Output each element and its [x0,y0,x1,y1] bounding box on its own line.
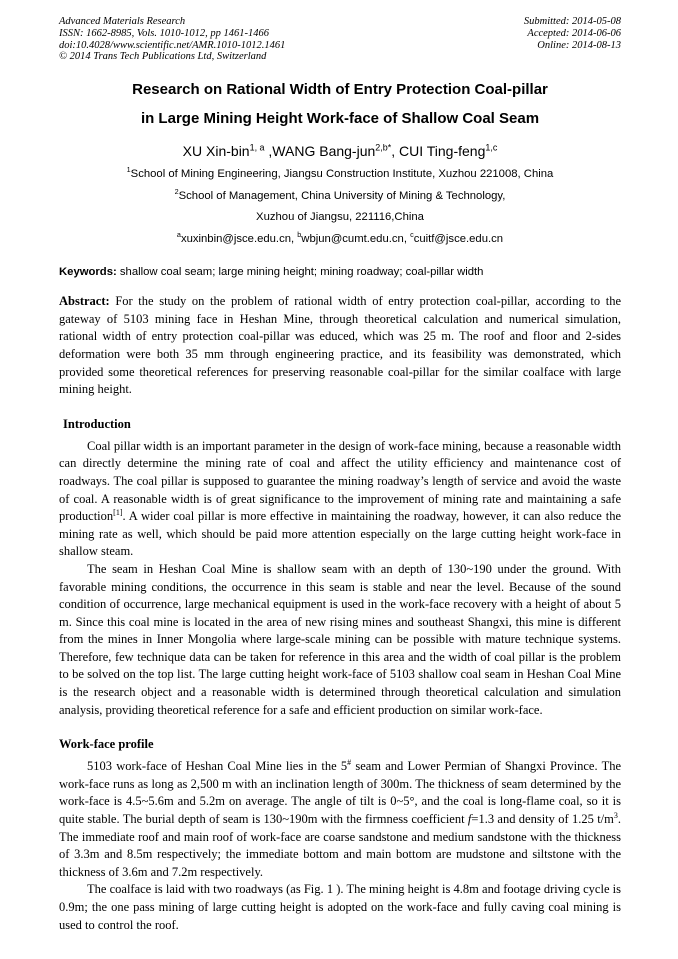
date-online: Online: 2014-08-13 [537,39,621,51]
paper-title [59,75,621,133]
keywords-label: Keywords: [59,266,117,279]
email-superscript-b: b [297,229,302,239]
paper-title-line-1: Research on Rational Width of Entry Protection Coal-pillar [132,81,548,99]
journal-issn-vols: ISSN: 1662-8985, Vols. 1010-1012, pp 1461-1466 [59,27,269,39]
citation-reference-1: [1] [113,507,123,517]
firmness-coefficient-symbol: f [467,812,472,827]
email-superscript-a: a [176,229,181,239]
workface-paragraph-1-end: . The immediate roof and main roof of work-face are coarse sandstone and medium sandstone with the thickness of 3.3m and 8.5m respectively; the immediate bottom and main bottom are mudstone and siltstone with the thickness of 3.6m and 7.2m respectively. [59,812,621,879]
submission-dates-block [524,16,621,51]
authors-line [59,141,621,161]
affiliation-2-city: Xuzhou of Jiangsu, 221116,China [256,211,424,224]
journal-doi: doi:10.4028/www.scientific.net/AMR.1010-1012.1461 [59,39,286,51]
journal-info-block [59,16,285,63]
workface-paragraph-2: The coalface is laid with two roadways (as Fig. 1 ). The mining height is 4.8m and footage driving cycle is 0.9m; the one pass mining of large cutting height is adopted on the work-face and fully caving coal mining is used to control the roof. [59,882,621,932]
author-name-1: XU Xin-bin [182,143,250,160]
author-superscript-3: 1,c [485,142,498,153]
journal-header [59,16,621,63]
keywords-text: shallow coal seam; large mining height; mining roadway; coal-pillar width [116,266,484,279]
date-accepted: Accepted: 2014-06-06 [527,27,621,39]
author-name-3: , CUI Ting-feng [391,143,486,160]
date-submitted: Submitted: 2014-05-08 [523,16,621,27]
affiliations-block [59,164,621,250]
paper-title-line-2: in Large Mining Height Work-face of Shallow Coal Seam [140,110,540,128]
email-address-c: cuitf@jsce.edu.cn [413,232,504,245]
email-superscript-c: c [410,229,414,239]
workface-paragraph-1 [59,758,621,881]
introduction-paragraph-1-text: Coal pillar width is an important parameter in the design of work-face mining, because a reasonable width can directly determine the mining rate of coal and affect the utility efficiency and maintenance cost of roadways. The coal pillar is supposed to guarantee the mining roadway’s length of service and avoid the waste of coal. A reasonable width is of great significance to the improvement of mining rate and maintaining a safe production [59,438,621,524]
journal-name: Advanced Materials Research [59,16,186,27]
author-name-2: ,WANG Bang-jun [264,143,376,160]
workface-paragraph-1-density: =1.3 and density of 1.25 t/m [471,812,614,827]
author-superscript-1: 1, a [249,142,265,153]
affiliation-2 [59,186,621,208]
keywords-line [59,265,621,280]
email-address-b: wbjun@cumt.edu.cn, [301,232,411,245]
affiliation-1-text: School of Mining Engineering, Jiangsu Construction Institute, Xuzhou 221008, China [130,168,554,181]
introduction-paragraph-1 [59,438,621,561]
email-address-a: xuxinbin@jsce.edu.cn, [180,232,298,245]
author-emails [59,229,621,251]
cubic-meter-superscript: 3 [613,810,618,820]
section-heading-workface-profile: Work-face profile [59,737,154,752]
introduction-paragraph-1-continued: . A wider coal pillar is more effective in maintaining the roadway, however, it can also reduce the mining rate as well, which should be paid more attention especially on the large cutting height work-face in shallow steam. [59,509,621,559]
journal-copyright: © 2014 Trans Tech Publications Ltd, Switzerland [59,51,267,63]
section-heading-introduction: Introduction [63,416,131,431]
affiliation-2-text: School of Management, China University of Mining & Technology, [178,189,506,202]
abstract-text: For the study on the problem of rational width of entry protection coal-pillar, according to the gateway of 5103 mining face in Heshan Mine, through theoretical calculation and numerical simulation, rational width of entry protection coal-pillar was educed, which was 25 m. The roof and floor and 2-sides deformation were both 35 mm through engineering practice, and its feasibility was demonstrated, which provided some theoretical references for preserving reasonable coal-pillar for the similar coalface with large mining height. [59,294,621,397]
affiliation-1-superscript: 1 [126,165,131,175]
abstract-label: Abstract: [59,294,110,309]
author-superscript-2: 2,b* [375,142,392,153]
affiliation-1 [59,164,621,186]
abstract-paragraph [59,293,621,399]
introduction-paragraph-2: The seam in Heshan Coal Mine is shallow seam with an depth of 130~190 under the ground. With favorable mining conditions, the occurrence in this seam is stable and near the level. Because of the sound condition of occurrence, large mechanical equipment is used in the work-face recovery with a height of about 5 m. Since this coal mine is located in the area of new rising mines and southeast Shangxi, this mine is different from the mines in Inner Mongolia where large-scale mining can be possible with mature technique systems. Therefore, few technique data can be taken for reference in this area and the width of coal pillar is the problem to be solved on the top list. The large cutting height work-face of 5103 shallow coal seam in Heshan Coal Mine is the research object and a reasonable width is determined through theoretical calculation and simulation analysis, providing theoretical reference for a safe and efficient production on similar work-face. [59,561,621,717]
seam-number-superscript: # [347,758,352,768]
affiliation-2-superscript: 2 [174,186,179,196]
workface-paragraph-1-continued: seam and Lower Permian of Shangxi Province. The work-face runs as long as 2,500 m with an inclination length of 300m. The thickness of seam determined by the work-face is 4.5~5.6m and 5.2m on average. The angle of tilt is 0~5°, and the coal is long-flame coal, so it is quite stable. The burial depth of seam is 130~190m with the firmness coefficient [59,759,622,827]
workface-paragraph-1-text: 5103 work-face of Heshan Coal Mine lies in the 5 [87,759,348,774]
